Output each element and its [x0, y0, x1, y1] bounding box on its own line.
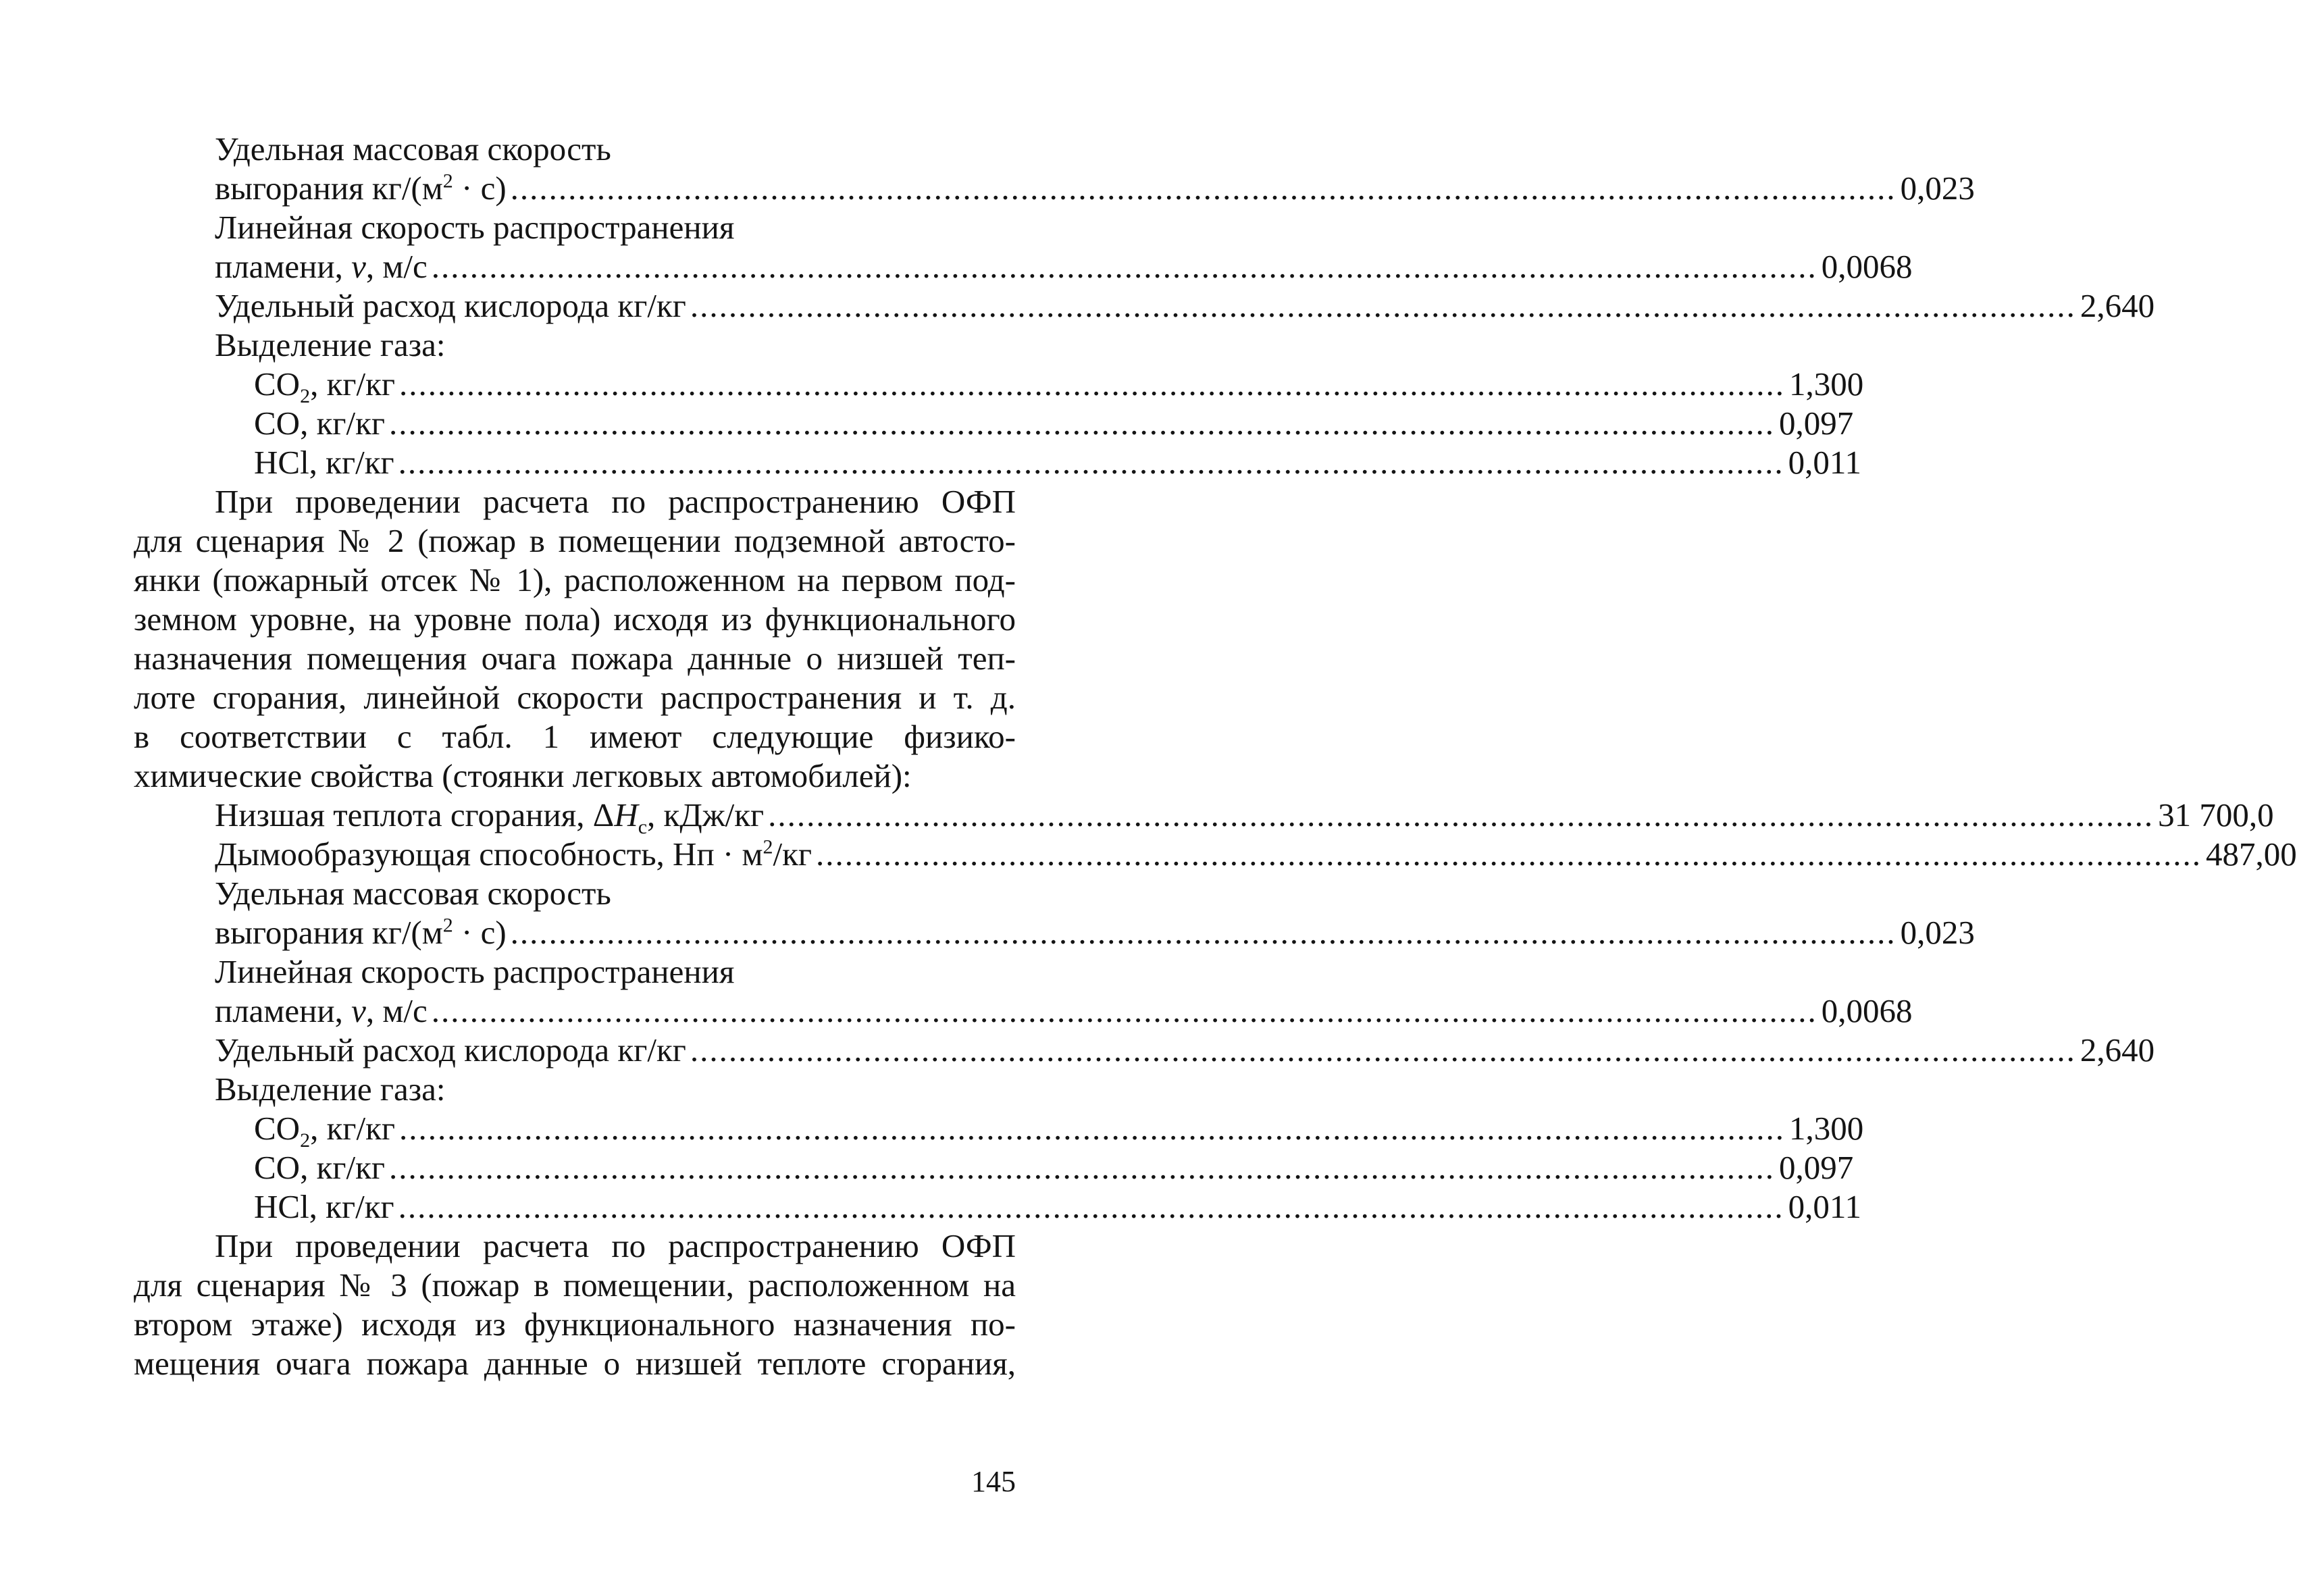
b1-line-1 [134, 130, 1016, 169]
b2-line-hcl [134, 1187, 1862, 1227]
b2-hcl-label: HCl, кг/кг [254, 1188, 394, 1225]
b2-gas-heading: Выделение газа: [215, 1071, 446, 1108]
p2-line-3: втором этаже) исходя из функционального назначения по- [134, 1306, 1016, 1343]
b2-oxygen-value: 2,640 [2080, 1031, 2155, 1069]
dot-leader: ................................................................................................................................................ [398, 444, 1784, 481]
p2-line-1: При проведении расчета по распространению ОФП [215, 1227, 1016, 1264]
p1-line-5: назначения помещения очага пожара данные о низшей теп- [134, 640, 1016, 677]
b2-line-1 [134, 874, 1016, 913]
b1-co-value: 0,097 [1779, 405, 1854, 442]
b1-hcl-value: 0,011 [1788, 444, 1862, 481]
p1-line-7: в соответствии с табл. 1 имеют следующие физико- [134, 718, 1016, 755]
page-number: 145 [971, 1465, 1016, 1498]
b2-line-co2 [134, 1109, 1864, 1152]
dot-leader: ................................................................................................................................................ [389, 405, 1775, 442]
b1-line-co2 [134, 365, 1864, 407]
b1-line-co [134, 404, 1854, 443]
dot-leader: ................................................................................................................................................ [768, 796, 2154, 833]
b2-line-5 [134, 1031, 2155, 1070]
dot-leader: ................................................................................................................................................ [690, 1031, 2076, 1069]
b1-burn-rate-value: 0,023 [1900, 170, 1975, 207]
b2-heat-value: 31 700,0 [2158, 796, 2274, 833]
p1-line-4: земном уровне, на уровне пола) исходя из функционального [134, 600, 1016, 638]
b1-oxygen-label: Удельный расход кислорода кг/кг [215, 287, 686, 324]
dot-leader: ................................................................................................................................................ [690, 287, 2076, 324]
b2-co2-label: $CO_2$, кг/кг [254, 1110, 395, 1152]
b2-burn-rate-value: 0,023 [1900, 914, 1975, 951]
b1-oxygen-value: 2,640 [2080, 287, 2155, 324]
b1-heading-flame-speed: Линейная скорость распространения [215, 209, 735, 246]
b2-line-2 [134, 913, 1975, 952]
b2-line-smoke [134, 835, 2297, 874]
b2-flame-speed-value: 0,0068 [1821, 992, 1913, 1029]
p1-line-3: янки (пожарный отсек № 1), расположенном на первом под- [134, 561, 1016, 598]
b2-oxygen-label: Удельный расход кислорода кг/кг [215, 1031, 686, 1069]
b2-burn-rate-label: выгорания $кг/(м^2 \cdot с)$ [215, 914, 507, 951]
p1-line-2: для сценария № 2 (пожар в помещении подземной автосто- [134, 522, 1016, 559]
b2-line-6 [134, 1070, 1016, 1109]
p1-line-1: При проведении расчета по распространению ОФП [215, 483, 1016, 520]
dot-leader: ................................................................................................................................................ [510, 170, 1896, 207]
b1-line-6 [134, 326, 1016, 365]
p1-line-8: химические свойства (стоянки легковых автомобилей): [134, 757, 912, 794]
b1-heading-burn-rate: Удельная массовая скорость [215, 130, 611, 168]
b1-line-2 [134, 169, 1975, 208]
b1-line-4 [134, 247, 1913, 286]
dot-leader: ................................................................................................................................................ [398, 1188, 1784, 1225]
b2-smoke-label: Дымообразующая способность, Нп · $м^2/кг$ [215, 835, 812, 873]
b1-hcl-label: HCl, кг/кг [254, 444, 394, 481]
b1-co2-value: 1,300 [1789, 365, 1864, 403]
b2-line-3 [134, 952, 1016, 992]
b2-co2-value: 1,300 [1789, 1110, 1864, 1147]
b2-heat-label: Низшая теплота сгорания, $\Delta H_с$, кДж/кг [215, 796, 765, 838]
p2-line-4: мещения очага пожара данные о низшей теплоте сгорания, [134, 1345, 1016, 1382]
b2-line-heat [134, 796, 2274, 838]
b1-line-3 [134, 208, 1016, 247]
b2-heading-burn-rate: Удельная массовая скорость [215, 875, 611, 912]
b1-burn-rate-label: выгорания $кг/(м^2 \cdot с)$ [215, 170, 507, 207]
b1-co2-label: $CO_2$, кг/кг [254, 365, 395, 407]
b2-smoke-value: 487,00 [2206, 835, 2297, 873]
b2-line-4 [134, 992, 1913, 1031]
dot-leader: ................................................................................................................................................ [399, 1110, 1785, 1147]
dot-leader: ................................................................................................................................................ [816, 835, 2202, 873]
b2-flame-speed-label: пламени, v, м/с [215, 992, 428, 1029]
b2-co-label: CO, кг/кг [254, 1149, 385, 1186]
b2-hcl-value: 0,011 [1788, 1188, 1862, 1225]
dot-leader: ................................................................................................................................................ [389, 1149, 1775, 1186]
b1-co-label: CO, кг/кг [254, 405, 385, 442]
b1-flame-speed-value: 0,0068 [1821, 248, 1913, 285]
b1-line-hcl [134, 443, 1862, 482]
p2-line-2: для сценария № 3 (пожар в помещении, расположенном на [134, 1266, 1016, 1304]
dot-leader: ................................................................................................................................................ [510, 914, 1896, 951]
dot-leader: ................................................................................................................................................ [399, 365, 1785, 403]
dot-leader: ................................................................................................................................................ [431, 992, 1817, 1029]
p1-line-6: лоте сгорания, линейной скорости распространения и т. д. [134, 679, 1016, 716]
dot-leader: ................................................................................................................................................ [431, 248, 1817, 285]
b1-line-5 [134, 286, 2155, 326]
b2-co-value: 0,097 [1779, 1149, 1854, 1186]
b2-heading-flame-speed: Линейная скорость распространения [215, 953, 735, 990]
b1-gas-heading: Выделение газа: [215, 326, 446, 363]
b1-flame-speed-label: пламени, v, м/с [215, 248, 428, 285]
b2-line-co [134, 1148, 1854, 1187]
